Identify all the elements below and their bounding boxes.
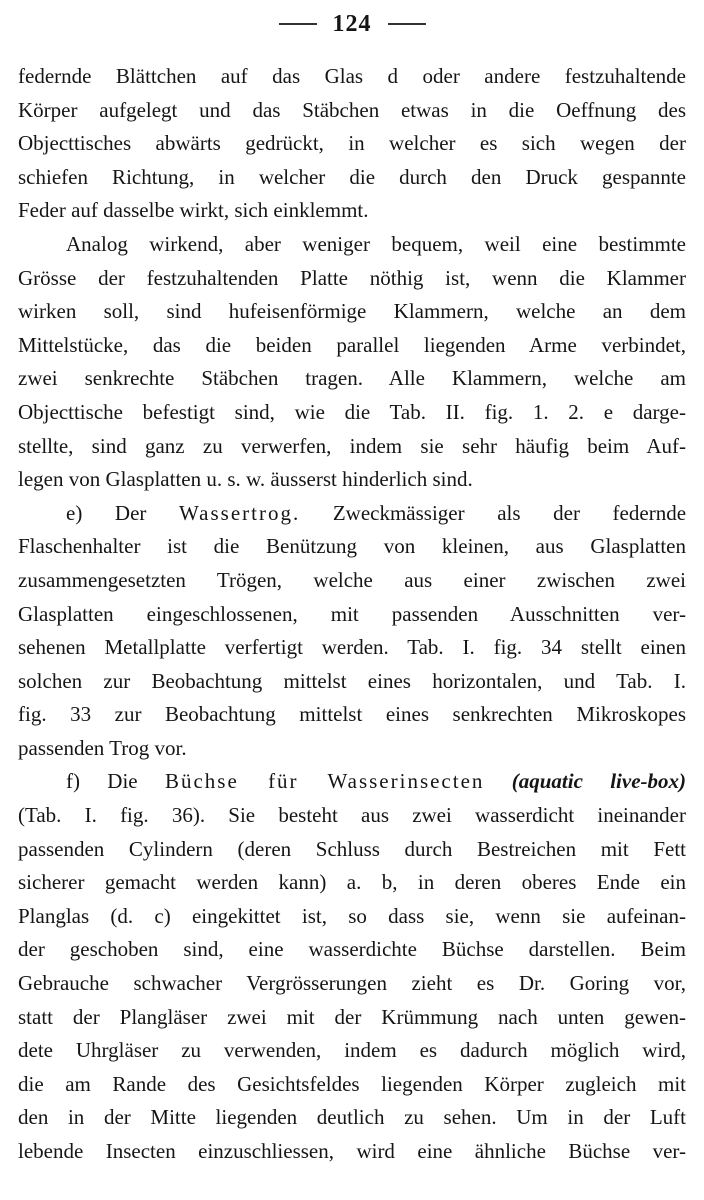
text-line: passenden Trog vor. — [18, 735, 187, 760]
text-line: Objecttisches abwärts gedrückt, in welcher es sich wegen der — [18, 131, 686, 156]
page-number: 124 — [332, 10, 372, 37]
text-line: Flaschenhalter ist die Benützung von kleinen, aus Glasplatten — [18, 534, 686, 559]
header-dash-right — [388, 23, 426, 25]
text-line: Gebrauche schwacher Vergrösserungen zieht es Dr. Goring vor, — [18, 971, 686, 996]
section-heading-line — [18, 497, 686, 531]
text-run: Zweckmässiger als der federnde — [300, 500, 686, 525]
section-label: f) Die — [66, 769, 165, 794]
text-line: den in der Mitte liegenden deutlich zu sehen. Um in der Luft — [18, 1105, 686, 1130]
text-line: legen von Glasplatten u. s. w. äusserst hinderlich sind. — [18, 467, 473, 492]
text-line: (Tab. I. fig. 36). Sie besteht aus zwei wasserdicht ineinander — [18, 803, 686, 828]
text-line: Analog wirkend, aber weniger bequem, weil eine bestimmte — [66, 231, 686, 256]
text-line: Mittelstücke, das die beiden parallel liegenden Arme verbindet, — [18, 332, 686, 357]
text-line: Objecttische befestigt sind, wie die Tab. II. fig. 1. 2. e darge- — [18, 399, 686, 424]
text-line: schiefen Richtung, in welcher die durch den Druck gespannte — [18, 164, 686, 189]
section-title: Wassertrog. — [179, 500, 301, 525]
text-line: Grösse der festzuhaltenden Platte nöthig ist, wenn die Klammer — [18, 265, 686, 290]
text-line: statt der Plangläser zwei mit der Krümmung nach unten gewen- — [18, 1004, 686, 1029]
text-line: Planglas (d. c) eingekittet ist, so dass sie, wenn sie aufeinan- — [18, 903, 686, 928]
text-line: federnde Blättchen auf das Glas d oder andere festzuhaltende — [18, 64, 686, 88]
section-heading-line — [18, 765, 686, 799]
text-line: zwei senkrechte Stäbchen tragen. Alle Klammern, welche am — [18, 366, 686, 391]
paragraph-2 — [18, 228, 686, 497]
text-line: fig. 33 zur Beobachtung mittelst eines senkrechten Mikroskopes — [18, 702, 686, 727]
text-line: der geschoben sind, eine wasserdichte Büchse darstellen. Beim — [18, 937, 686, 962]
text-line: dete Uhrgläser zu verwenden, indem es dadurch möglich wird, — [18, 1038, 686, 1063]
text-line: solchen zur Beobachtung mittelst eines horizontalen, und Tab. I. — [18, 668, 686, 693]
text-line: zusammengesetzten Trögen, welche aus einer zwischen zwei — [18, 567, 686, 592]
text-line: Feder auf dasselbe wirkt, sich einklemmt. — [18, 198, 369, 223]
section-title-english: (aquatic live-box) — [511, 769, 686, 794]
paragraph-4-buechse — [18, 765, 686, 1168]
text-line: lebende Insecten einzuschliessen, wird eine ähnliche Büchse ver- — [18, 1139, 686, 1163]
text-line: Körper aufgelegt und das Stäbchen etwas in die Oeffnung des — [18, 97, 686, 122]
header-dash-left — [279, 23, 317, 25]
page-body — [18, 60, 686, 1169]
text-line: sehenen Metallplatte verfertigt werden. Tab. I. fig. 34 stellt einen — [18, 635, 686, 660]
text-line: die am Rande des Gesichtsfeldes liegenden Körper zugleich mit — [18, 1071, 686, 1096]
text-line: Glasplatten eingeschlossenen, mit passenden Ausschnitten ver- — [18, 601, 686, 626]
text-line: wirken soll, sind hufeisenförmige Klammern, welche an dem — [18, 299, 686, 324]
section-title: Büchse für Wasserinsecten — [164, 769, 485, 794]
page-header — [0, 6, 704, 42]
paragraph-3-wassertrog — [18, 497, 686, 766]
paragraph-1 — [18, 60, 686, 228]
section-label: e) Der — [66, 500, 180, 525]
text-line: passenden Cylindern (deren Schluss durch Bestreichen mit Fett — [18, 836, 686, 861]
text-line: sicherer gemacht werden kann) a. b, in deren oberes Ende ein — [18, 870, 686, 895]
text-line: stellte, sind ganz zu verwerfen, indem sie sehr häufig beim Auf- — [18, 433, 686, 458]
